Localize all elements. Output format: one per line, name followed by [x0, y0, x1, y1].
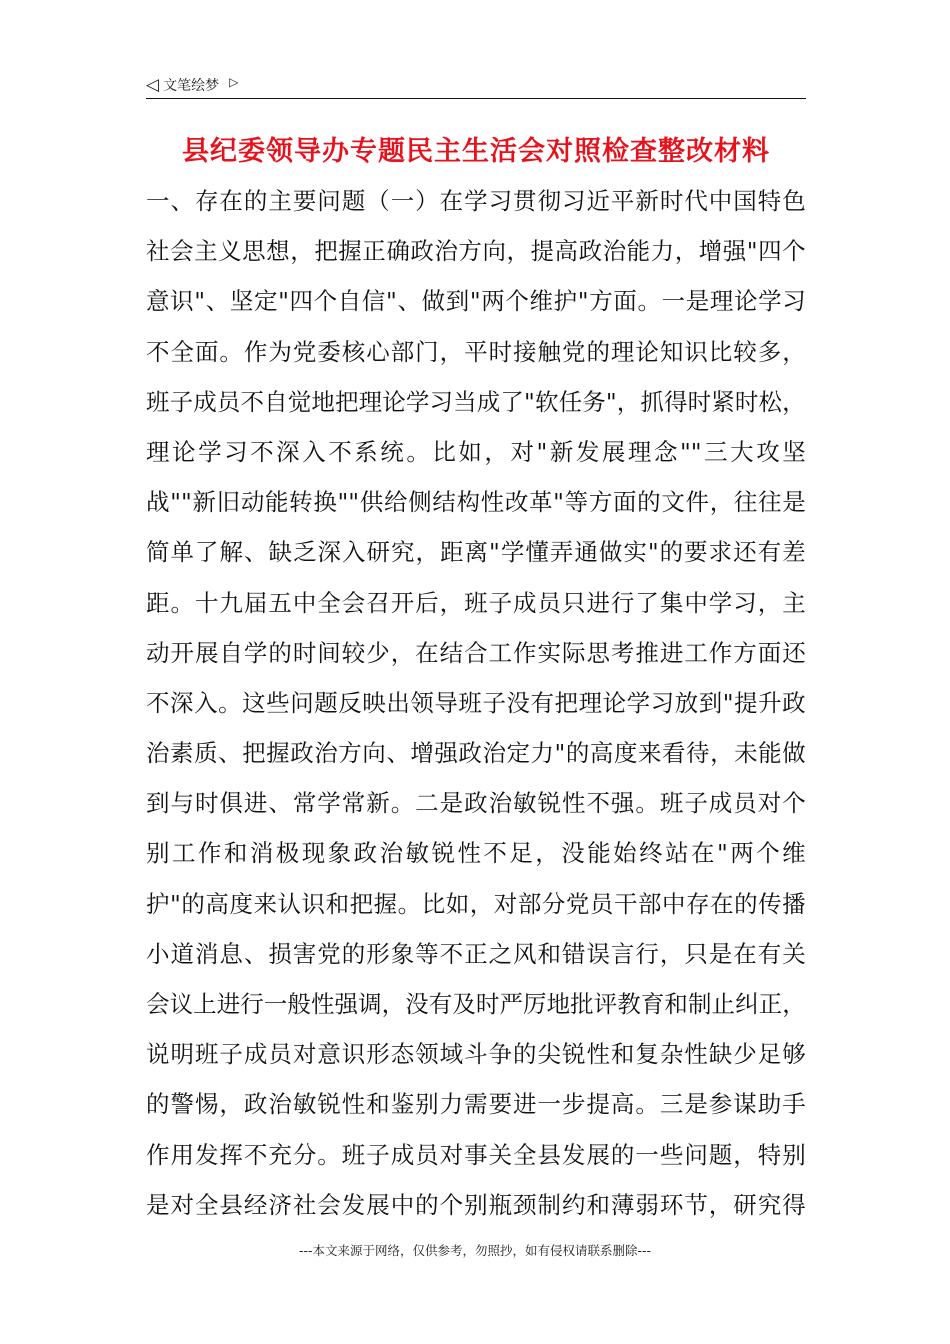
body-line: 治 素 质 、 把 握 政 治 方 向 、 增 强 政 治 定 力 " 的 高 度 来 看 待 ， 未 能 做	[146, 739, 806, 768]
document-title: 县纪委领导办专题民主生活会对照检查整改材料	[182, 136, 770, 167]
body-line: 意 识 " 、 坚 定 " 四 个 自 信 " 、 做 到 " 两 个 维 护 " 方 面 。 一 是 理 论 学 习	[146, 287, 806, 316]
body-line: 是 对 全 县 经 济 社 会 发 展 中 的 个 别 瓶 颈 制 约 和 薄 弱 环 节 ， 研 究 得	[146, 1190, 806, 1219]
body-line: 理 论 学 习 不 深 入 不 系 统 。 比 如 ， 对 " 新 发 展 理 念 "" 三 大 攻 坚	[146, 437, 806, 466]
page-header	[146, 72, 806, 98]
triangle-right-icon: ▷	[229, 75, 239, 89]
body-line: 社 会 主 义 思 想 ， 把 握 正 确 政 治 方 向 ， 提 高 政 治 能 力 ， 增 强 " 四 个	[146, 237, 806, 266]
body-line: 到 与 时 俱 进 、 常 学 常 新 。 二 是 政 治 敏 锐 性 不 强 。 班 子 成 员 对 个	[146, 789, 806, 818]
body-line: 作 用 发 挥 不 充 分 。 班 子 成 员 对 事 关 全 县 发 展 的 一 些 问 题 ， 特 别	[146, 1140, 806, 1169]
body-line: 小 道 消 息 、 损 害 党 的 形 象 等 不 正 之 风 和 错 误 言 行 ， 只 是 在 有 关	[146, 939, 806, 968]
body-line: 会 议 上 进 行 一 般 性 强 调 ， 没 有 及 时 严 厉 地 批 评 教 育 和 制 止 纠 正 ，	[146, 990, 806, 1018]
body-line: 战 "" 新 旧 动 能 转 换 "" 供 给 侧 结 构 性 改 革 " 等 方 面 的 文 件 ， 往 往 是	[146, 488, 806, 517]
page-footer: ---本文来源于网络，仅供参考，勿照抄，如有侵权请联系删除---	[298, 1243, 652, 1258]
body-line: 简 单 了 解 、 缺 乏 深 入 研 究 ， 距 离 " 学 懂 弄 通 做 实 " 的 要 求 还 有 差	[146, 538, 806, 567]
body-line: 的 警 惕 ， 政 治 敏 锐 性 和 鉴 别 力 需 要 进 一 步 提 高 。 三 是 参 谋 助 手	[146, 1090, 806, 1119]
body-line: 别 工 作 和 消 极 现 象 政 治 敏 锐 性 不 足 ， 没 能 始 终 站 在 " 两 个 维	[146, 839, 806, 868]
document-body	[146, 183, 806, 1237]
body-line: 一 、 存 在 的 主 要 问 题 （ 一 ） 在 学 习 贯 彻 习 近 平 新 时 代 中 国 特 色	[146, 187, 806, 215]
body-line: 动 开 展 自 学 的 时 间 较 少 ， 在 结 合 工 作 实 际 思 考 推 进 工 作 方 面 还	[146, 638, 806, 667]
body-line: 班 子 成 员 不 自 觉 地 把 理 论 学 习 当 成 了 " 软 任 务 " ， 抓 得 时 紧 时 松 ，	[146, 387, 806, 416]
body-line: 说 明 班 子 成 员 对 意 识 形 态 领 域 斗 争 的 尖 锐 性 和 复 杂 性 缺 少 足 够	[146, 1040, 806, 1069]
body-line: 不 深 入 。 这 些 问 题 反 映 出 领 导 班 子 没 有 把 理 论 学 习 放 到 " 提 升 政	[146, 688, 806, 717]
header-divider	[146, 98, 806, 99]
body-line: 不 全 面 。 作 为 党 委 核 心 部 门 ， 平 时 接 触 党 的 理 论 知 识 比 较 多 ，	[146, 337, 806, 366]
triangle-left-icon: ◁	[146, 75, 160, 95]
header-brand: 文笔绘梦	[163, 78, 220, 94]
body-line: 距 。 十 九 届 五 中 全 会 召 开 后 ， 班 子 成 员 只 进 行 了 集 中 学 习 ， 主	[146, 588, 806, 617]
body-line: 护 " 的 高 度 来 认 识 和 把 握 。 比 如 ， 对 部 分 党 员 干 部 中 存 在 的 传 播	[146, 889, 806, 918]
